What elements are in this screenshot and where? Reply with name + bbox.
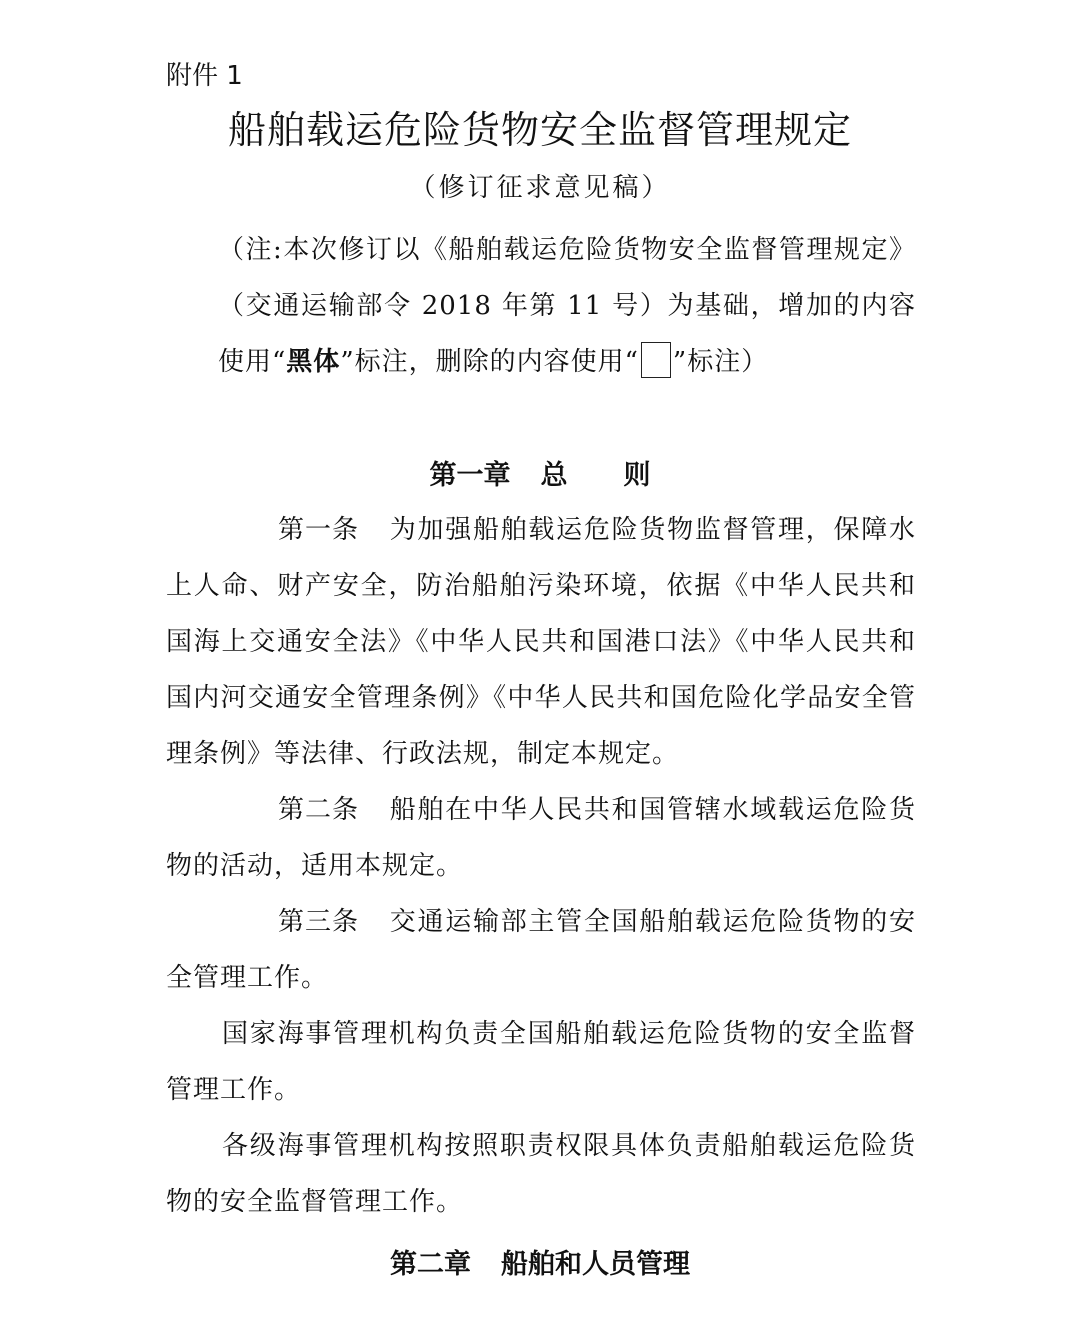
- article-2-text: 船舶在中华人民共和国管辖水域载运危险货物的活动，适用本规定。: [166, 795, 916, 881]
- chapter-2-label: 第二章: [390, 1249, 471, 1280]
- chapter-1-name-b: 则: [623, 460, 651, 491]
- document-title: 船舶载运危险货物安全监督管理规定: [227, 108, 852, 152]
- chapter-heading-1: [0, 456, 1080, 496]
- note-text-2: ”标注，删除的内容使用“: [340, 347, 639, 377]
- chapter-1-label: 第一章: [429, 460, 511, 491]
- article-3: [166, 894, 916, 1006]
- attachment-label: 附件 1: [166, 61, 243, 91]
- article-2: [166, 782, 916, 894]
- paragraph-local-msa: 各级海事管理机构按照职责权限具体负责船舶载运危险货物的安全监督管理工作。: [166, 1131, 916, 1217]
- note-text-3: ”标注）: [672, 347, 769, 377]
- chapter-1-body: [166, 502, 916, 1230]
- document-subtitle: （修订征求意见稿）: [409, 173, 671, 203]
- article-1: [166, 502, 916, 782]
- note-bold-text: 黑体: [286, 347, 341, 377]
- article-3-text: 交通运输部主管全国船舶载运危险货物的安全管理工作。: [166, 907, 916, 993]
- revision-note: [166, 222, 916, 390]
- chapter-1-name-a: 总: [540, 460, 568, 491]
- article-1-text: 为加强船舶载运危险货物监督管理，保障水上人命、财产安全，防治船舶污染环境，依据《中华人民共和国海上交通安全法》《中华人民共和国港口法》《中华人民共和国内河交通安全管理条例》《中华人民共和国危险化学品安全管理条例》等法律、行政法规，制定本规定。: [166, 515, 916, 769]
- article-2-label: 第二条: [278, 795, 360, 825]
- article-1-label: 第一条: [278, 515, 360, 545]
- note-text-1: （注:本次修订以《船舶载运危险货物安全监督管理规定》（交通运输部令 2018 年第 11 号）为基础，增加的内容使用“: [218, 235, 916, 377]
- chapter-heading-2: [0, 1245, 1080, 1285]
- deletion-mark-box: [641, 342, 671, 378]
- paragraph-national-msa: 国家海事管理机构负责全国船舶载运危险货物的安全监督管理工作。: [166, 1019, 916, 1105]
- article-3-label: 第三条: [278, 907, 360, 937]
- chapter-2-name: 船舶和人员管理: [501, 1249, 690, 1280]
